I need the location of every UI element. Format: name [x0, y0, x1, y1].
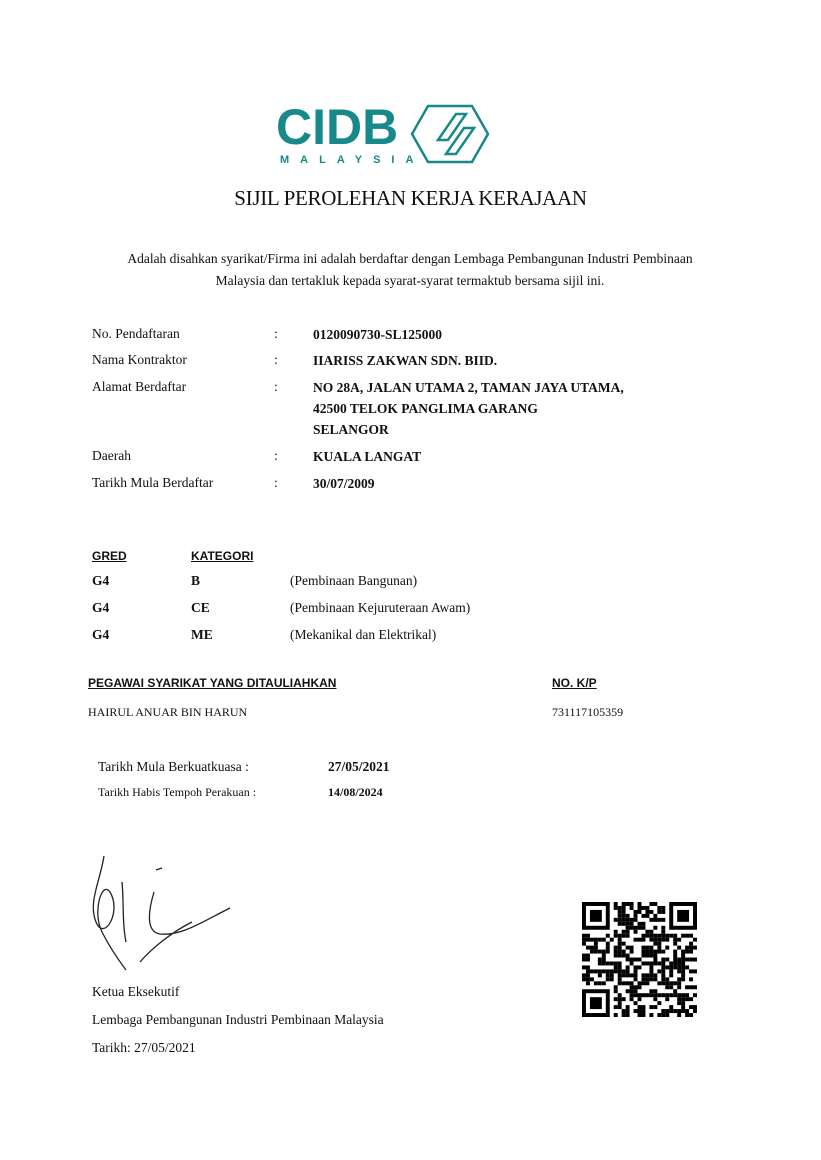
start-date-label: Tarikh Mula Berkuatkuasa :	[98, 759, 249, 774]
field-label: Tarikh Mula Berdaftar	[92, 475, 214, 490]
intro-line: Adalah disahkan syarikat/Firma ini adalah berdaftar dengan Lembaga Pembangunan Industri Pembinaan	[127, 251, 693, 266]
intro-text	[60, 248, 760, 292]
colon: :	[274, 326, 278, 341]
field-label: No. Pendaftaran	[92, 326, 180, 341]
start-date: 27/05/2021	[328, 759, 390, 774]
address-line: NO 28A, JALAN UTAMA 2, TAMAN JAYA UTAMA,	[313, 380, 624, 395]
logo-sub-text: MALAYSIA	[280, 154, 425, 166]
category-header: KATEGORI	[191, 549, 254, 563]
cidb-logo	[276, 100, 491, 168]
qr-code	[582, 902, 697, 1017]
colon: :	[274, 379, 278, 394]
logo-main-text: CIDB	[276, 100, 399, 155]
registration-number: 0120090730-SL125000	[313, 327, 443, 342]
colon: :	[274, 448, 278, 463]
officer-header: PEGAWAI SYARIKAT YANG DITAULIAHKAN	[88, 676, 337, 690]
signature	[82, 852, 242, 972]
category-desc: (Mekanikal dan Elektrikal)	[290, 627, 437, 642]
address-line: 42500 TELOK PANGLIMA GARANG	[313, 401, 538, 416]
category-desc: (Pembinaan Kejuruteraan Awam)	[290, 600, 471, 615]
colon: :	[274, 475, 278, 490]
registered-address	[313, 377, 624, 440]
category: ME	[191, 627, 213, 642]
grade: G4	[92, 600, 110, 615]
end-date: 14/08/2024	[328, 785, 383, 799]
signatory-title: Ketua Eksekutif	[92, 984, 180, 999]
registration-date: 30/07/2009	[313, 476, 375, 491]
page-title: SIJIL PEROLEHAN KERJA KERAJAAN	[234, 186, 587, 210]
category-desc: (Pembinaan Bangunan)	[290, 573, 418, 588]
address-line: SELANGOR	[313, 422, 389, 437]
officer-ic: 731117105359	[552, 705, 624, 719]
category: CE	[191, 600, 210, 615]
category: B	[191, 573, 201, 588]
colon: :	[274, 352, 278, 367]
intro-line: Malaysia dan tertakluk kepada syarat-syarat termaktub bersama sijil ini.	[215, 273, 605, 288]
grade: G4	[92, 573, 110, 588]
signatory-org: Lembaga Pembangunan Industri Pembinaan Malaysia	[92, 1012, 384, 1027]
ic-header: NO. K/P	[552, 676, 597, 690]
field-label: Alamat Berdaftar	[92, 379, 187, 394]
officer-name: HAIRUL ANUAR BIN HARUN	[88, 705, 248, 719]
district: KUALA LANGAT	[313, 449, 422, 464]
end-date-label: Tarikh Habis Tempoh Perakuan :	[98, 785, 257, 799]
grade: G4	[92, 627, 110, 642]
contractor-name: IIARISS ZAKWAN SDN. BIID.	[313, 353, 498, 368]
field-label: Daerah	[92, 448, 131, 463]
field-label: Nama Kontraktor	[92, 352, 187, 367]
signatory-date: Tarikh: 27/05/2021	[92, 1040, 196, 1055]
grade-header: GRED	[92, 549, 127, 563]
